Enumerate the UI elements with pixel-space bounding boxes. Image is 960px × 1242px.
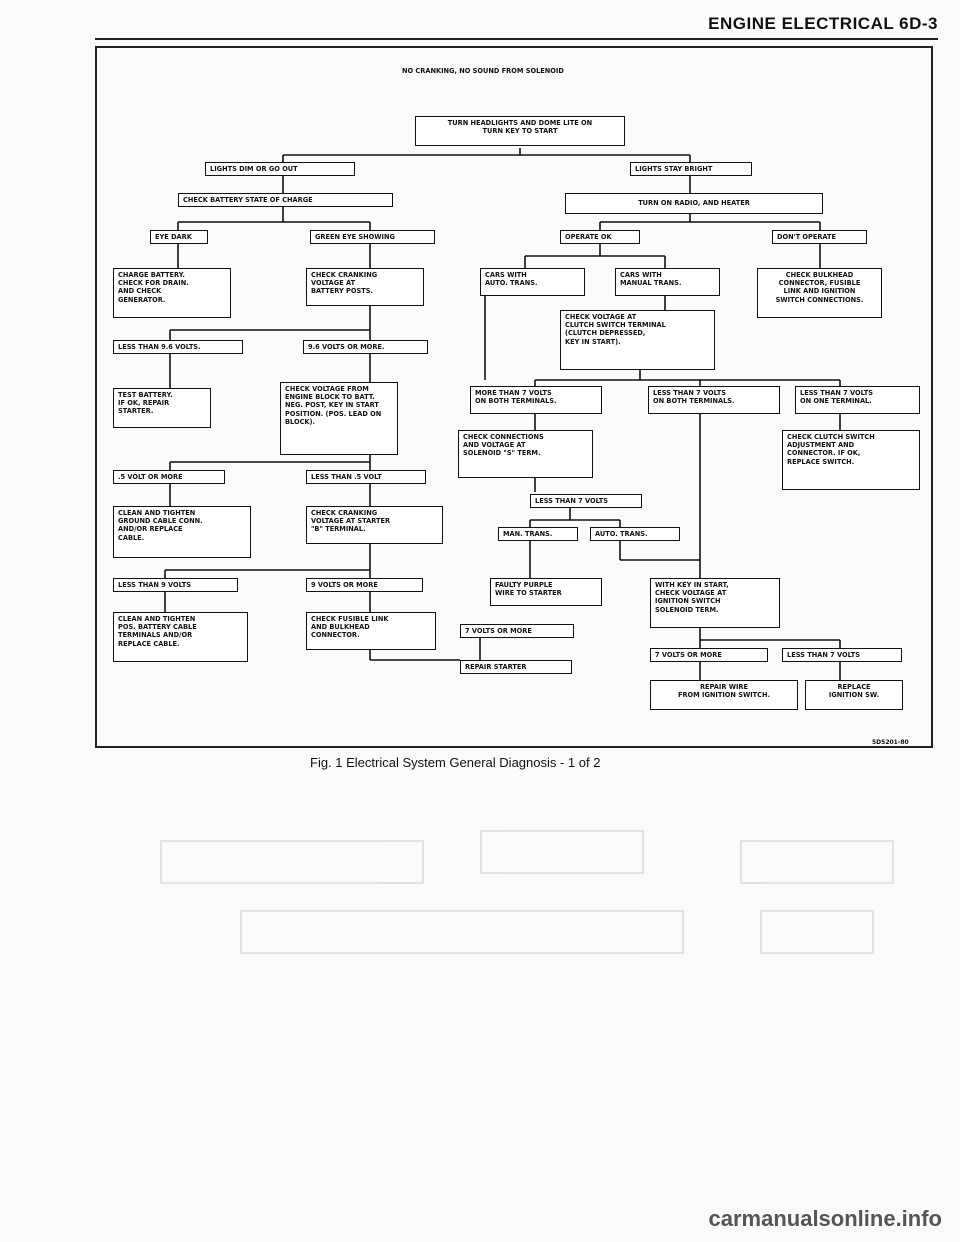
box-9-6-or-more: 9.6 VOLTS OR MORE. [303,340,428,354]
box-key-in-start-ignition: WITH KEY IN START, CHECK VOLTAGE AT IGNITION SWITCH SOLENOID TERM. [650,578,780,628]
box-less-than-9-6: LESS THAN 9.6 VOLTS. [113,340,243,354]
box-check-battery: CHECK BATTERY STATE OF CHARGE [178,193,393,207]
figure-caption: Fig. 1 Electrical System General Diagnosis - 1 of 2 [310,755,601,770]
box-turn-headlights: TURN HEADLIGHTS AND DOME LITE ON TURN KEY TO START [415,116,625,146]
box-more-7-both: MORE THAN 7 VOLTS ON BOTH TERMINALS. [470,386,602,414]
box-less-7-s: LESS THAN 7 VOLTS [530,494,642,508]
box-cars-auto: CARS WITH AUTO. TRANS. [480,268,585,296]
box-check-bulkhead: CHECK BULKHEAD CONNECTOR, FUSIBLE LINK AND IGNITION SWITCH CONNECTIONS. [757,268,882,318]
box-cars-manual: CARS WITH MANUAL TRANS. [615,268,720,296]
box-auto-trans: AUTO. TRANS. [590,527,680,541]
watermark: carmanualsonline.info [708,1206,942,1231]
figure-code: 5D5201-80 [872,739,909,746]
box-less-7-both: LESS THAN 7 VOLTS ON BOTH TERMINALS. [648,386,780,414]
box-check-voltage-block: CHECK VOLTAGE FROM ENGINE BLOCK TO BATT. NEG. POST, KEY IN START POSITION. (POS. LEAD ON BLOCK). [280,382,398,455]
box-check-fusible: CHECK FUSIBLE LINK AND BULKHEAD CONNECTOR. [306,612,436,650]
box-man-trans: MAN. TRANS. [498,527,578,541]
box-less-7-one: LESS THAN 7 VOLTS ON ONE TERMINAL. [795,386,920,414]
box-0-5-or-more: .5 VOLT OR MORE [113,470,225,484]
box-clean-positive: CLEAN AND TIGHTEN POS. BATTERY CABLE TERMINALS AND/OR REPLACE CABLE. [113,612,248,662]
box-less-7-b: LESS THAN 7 VOLTS [782,648,902,662]
page-header: ENGINE ELECTRICAL 6D-3 [708,14,938,33]
box-replace-ignition: REPLACE IGNITION SW. [805,680,903,710]
box-faulty-purple: FAULTY PURPLE WIRE TO STARTER [490,578,602,606]
box-check-clutch-adjust: CHECK CLUTCH SWITCH ADJUSTMENT AND CONNECTOR. IF OK, REPLACE SWITCH. [782,430,920,490]
box-repair-wire: REPAIR WIRE FROM IGNITION SWITCH. [650,680,798,710]
box-dont-operate: DON'T OPERATE [772,230,867,244]
box-less-than-9: LESS THAN 9 VOLTS [113,578,238,592]
box-check-cranking-posts: CHECK CRANKING VOLTAGE AT BATTERY POSTS. [306,268,424,306]
box-9-or-more: 9 VOLTS OR MORE [306,578,423,592]
box-eye-dark: EYE DARK [150,230,208,244]
box-lights-bright: LIGHTS STAY BRIGHT [630,162,752,176]
box-repair-starter: REPAIR STARTER [460,660,572,674]
chart-title: NO CRANKING, NO SOUND FROM SOLENOID [402,67,564,75]
box-test-battery: TEST BATTERY. IF OK, REPAIR STARTER. [113,388,211,428]
box-check-connections-s: CHECK CONNECTIONS AND VOLTAGE AT SOLENOID "S" TERM. [458,430,593,478]
box-charge-battery: CHARGE BATTERY. CHECK FOR DRAIN. AND CHECK GENERATOR. [113,268,231,318]
box-clean-ground: CLEAN AND TIGHTEN GROUND CABLE CONN. AND/OR REPLACE CABLE. [113,506,251,558]
box-7-or-more-a: 7 VOLTS OR MORE [460,624,574,638]
box-check-cranking-starter: CHECK CRANKING VOLTAGE AT STARTER "B" TERMINAL. [306,506,443,544]
box-operate-ok: OPERATE OK [560,230,640,244]
box-radio-heater: TURN ON RADIO, AND HEATER [565,193,823,214]
box-less-than-0-5: LESS THAN .5 VOLT [306,470,426,484]
box-lights-dim: LIGHTS DIM OR GO OUT [205,162,355,176]
box-green-eye: GREEN EYE SHOWING [310,230,435,244]
box-7-or-more-b: 7 VOLTS OR MORE [650,648,768,662]
box-check-clutch-terminal: CHECK VOLTAGE AT CLUTCH SWITCH TERMINAL (CLUTCH DEPRESSED, KEY IN START). [560,310,715,370]
